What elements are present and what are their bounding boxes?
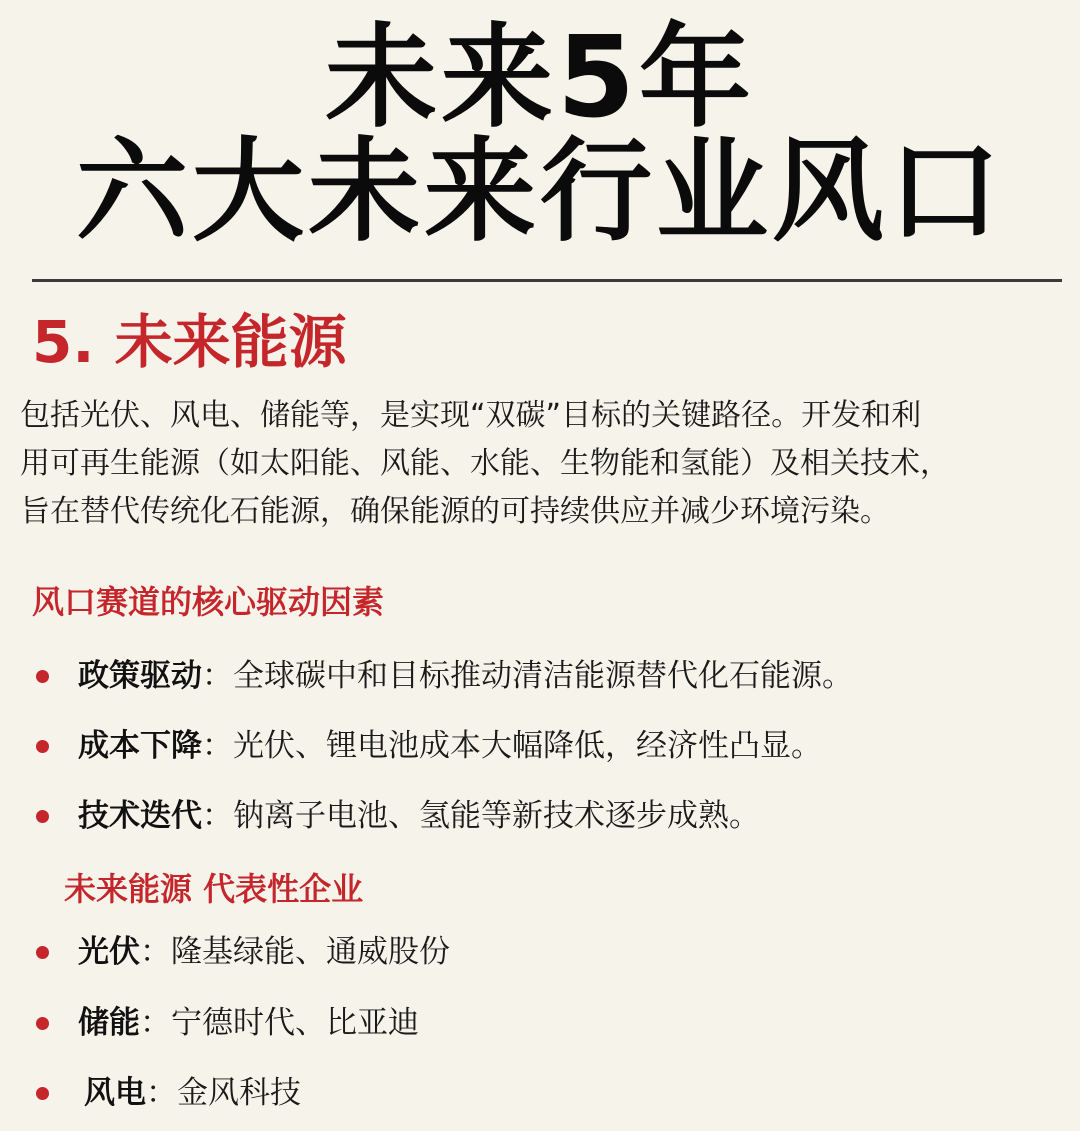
driver-term: 政策驱动 [78,658,202,694]
driver-item-cost [0,721,1080,771]
intro-line: 包括光伏、风电、储能等，是实现“双碳”目标的关键路径。开发和利 [20,398,922,433]
driver-desc: 光伏、锂电池成本大幅降低，经济性凸显。 [233,728,822,764]
company-separator: ： [146,1075,177,1111]
company-term: 光伏 [78,934,140,970]
company-desc: 隆基绿能、通威股份 [171,934,450,970]
company-item-storage [0,998,1080,1048]
company-desc: 金风科技 [177,1075,301,1111]
driver-item-text [78,651,853,701]
title-divider [32,279,1062,282]
bullet-dot-icon [36,1087,49,1100]
company-item-text [78,998,419,1048]
intro-line: 旨在替代传统化石能源，确保能源的可持续供应并减少环境污染。 [20,494,890,529]
drivers-heading: 风口赛道的核心驱动因素 [32,583,385,621]
driver-separator: ： [202,798,233,834]
intro-paragraph [20,392,1070,536]
page-title-line-2: 六大未来行业风口 [76,127,1004,257]
page-title-line-1: 未来5年 [325,13,755,143]
driver-item-text [78,791,760,841]
company-item-wind [0,1068,1080,1118]
driver-desc: 钠离子电池、氢能等新技术逐步成熟。 [233,798,760,834]
bullet-dot-icon [36,1017,49,1030]
driver-item-policy [0,651,1080,701]
intro-line: 用可再生能源（如太阳能、风能、水能、生物能和氢能）及相关技术， [20,446,950,481]
bullet-dot-icon [36,810,49,823]
company-separator: ： [140,934,171,970]
companies-heading: 未来能源 代表性企业 [64,870,364,908]
company-separator: ： [140,1005,171,1041]
driver-separator: ： [202,728,233,764]
driver-item-tech [0,791,1080,841]
driver-term: 技术迭代 [78,798,202,834]
driver-desc: 全球碳中和目标推动清洁能源替代化石能源。 [233,658,853,694]
company-term: 储能 [78,1005,140,1041]
company-term: 风电 [84,1075,146,1111]
bullet-dot-icon [36,670,49,683]
driver-item-text [78,721,822,771]
driver-term: 成本下降 [78,728,202,764]
company-item-text [84,1068,301,1118]
company-item-text [78,927,450,977]
section-heading: 5. 未来能源 [32,308,347,376]
company-desc: 宁德时代、比亚迪 [171,1005,419,1041]
driver-separator: ： [202,658,233,694]
bullet-dot-icon [36,740,49,753]
bullet-dot-icon [36,946,49,959]
company-item-solar [0,927,1080,977]
